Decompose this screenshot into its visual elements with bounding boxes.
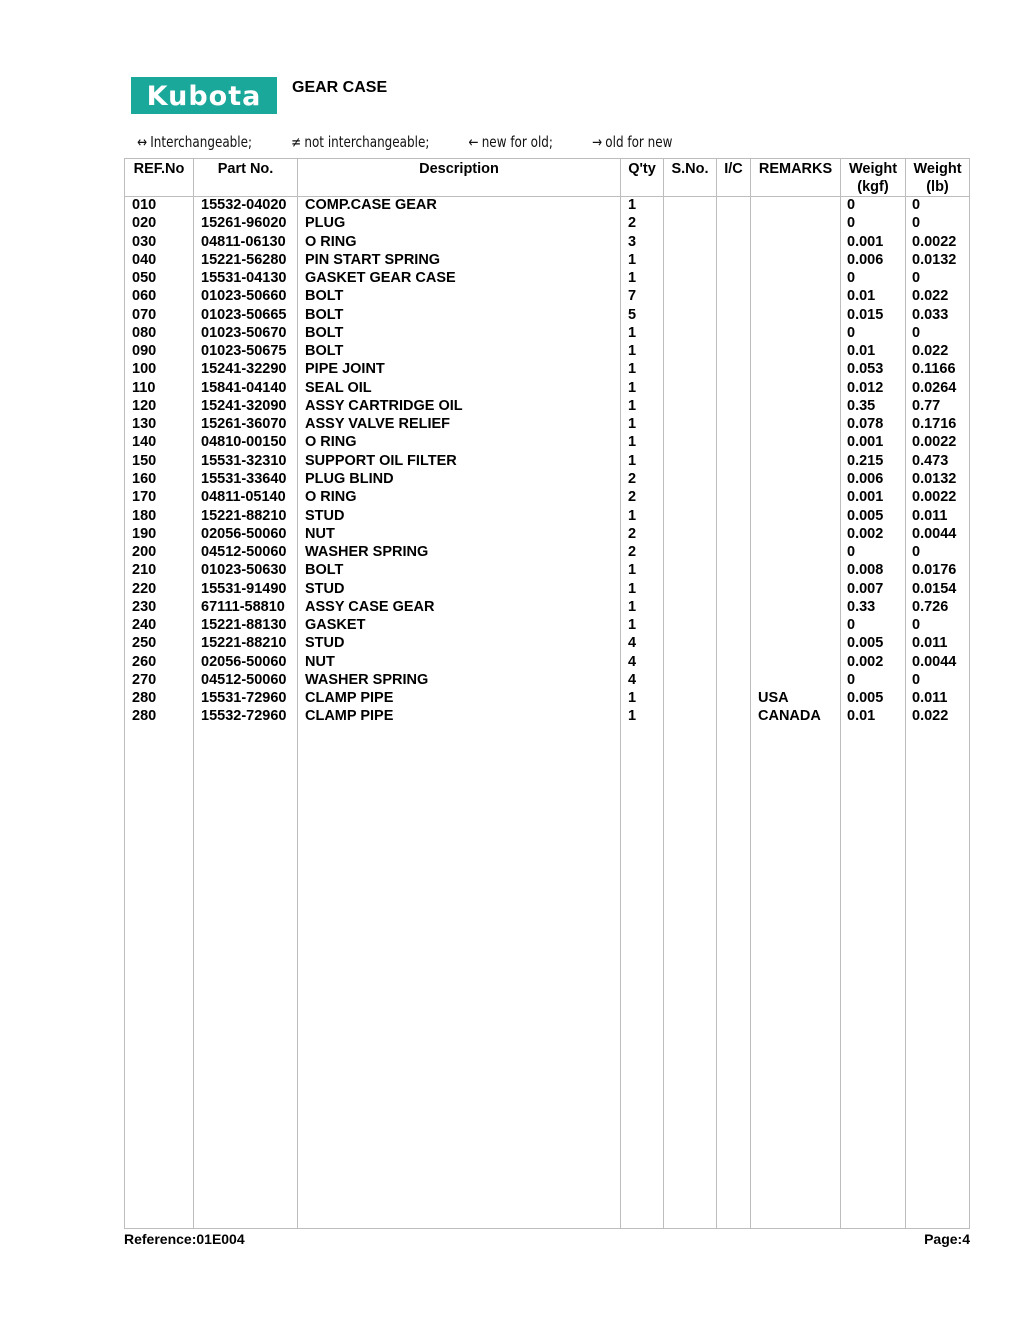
cell-qty: 1 (628, 617, 637, 634)
cell-wkg: 0 (847, 324, 856, 341)
cell-wkg: 0.015 (847, 306, 884, 323)
interchangeability-legend (137, 133, 708, 151)
cell-part: 04811-06130 (201, 233, 286, 250)
cell-ref: 130 (132, 416, 157, 433)
table-row (125, 433, 969, 451)
table-row (125, 360, 969, 378)
cell-wlb: 0.473 (912, 452, 949, 469)
cell-wkg: 0.007 (847, 580, 884, 597)
cell-qty: 2 (628, 489, 637, 506)
cell-wlb: 0 (912, 671, 921, 688)
cell-desc: NUT (305, 525, 335, 542)
cell-qty: 3 (628, 233, 637, 250)
cell-wkg: 0 (847, 617, 856, 634)
cell-desc: ASSY CARTRIDGE OIL (305, 397, 463, 414)
header-weight-lb (906, 160, 969, 196)
cell-desc: BOLT (305, 562, 344, 579)
table-row (125, 196, 969, 214)
cell-desc: BOLT (305, 343, 344, 360)
cell-desc: SUPPORT OIL FILTER (305, 452, 457, 469)
cell-desc: BOLT (305, 324, 344, 341)
cell-wlb: 0.0176 (912, 562, 957, 579)
cell-desc: SEAL OIL (305, 379, 372, 396)
cell-part: 15221-56280 (201, 251, 287, 268)
cell-desc: GASKET GEAR CASE (305, 270, 456, 287)
header-weight-lb-line2: (lb) (926, 179, 949, 195)
cell-wkg: 0.01 (847, 708, 876, 725)
cell-desc: STUD (305, 507, 345, 524)
header-description: Description (419, 161, 499, 177)
header-weight-lb-line1: Weight (913, 161, 962, 177)
cell-wkg: 0.006 (847, 470, 884, 487)
table-row (125, 214, 969, 232)
cell-ref: 280 (132, 690, 157, 707)
cell-wkg: 0.01 (847, 288, 876, 305)
table-row (125, 415, 969, 433)
cell-remarks: CANADA (758, 708, 821, 725)
cell-desc: CLAMP PIPE (305, 690, 394, 707)
cell-wlb: 0 (912, 270, 921, 287)
page-title: GEAR CASE (292, 79, 388, 96)
table-row (125, 543, 969, 561)
cell-part: 04810-00150 (201, 434, 287, 451)
header-qty: Q'ty (628, 161, 656, 177)
cell-ref: 280 (132, 708, 157, 725)
cell-part: 04512-50060 (201, 671, 287, 688)
cell-wlb: 0.0154 (912, 580, 957, 597)
logo-text: Kubota (146, 80, 262, 111)
cell-wlb: 0.0022 (912, 233, 957, 250)
cell-part: 15221-88210 (201, 507, 287, 524)
table-row (125, 470, 969, 488)
cell-qty: 1 (628, 580, 637, 597)
cell-ref: 150 (132, 452, 157, 469)
cell-part: 15261-96020 (201, 215, 287, 232)
table-row (125, 324, 969, 342)
reference-label: Reference:01E004 (124, 1231, 245, 1247)
legend-old-for-new: → old for new (592, 133, 673, 151)
cell-qty: 1 (628, 690, 637, 707)
cell-wlb: 0.1166 (912, 361, 956, 378)
cell-remarks: USA (758, 690, 789, 707)
table-row (125, 488, 969, 506)
table-row (125, 287, 969, 305)
cell-wlb: 0.726 (912, 598, 949, 615)
cell-qty: 1 (628, 361, 637, 378)
cell-ref: 260 (132, 653, 157, 670)
cell-desc: ASSY VALVE RELIEF (305, 416, 451, 433)
cell-qty: 4 (628, 653, 637, 670)
cell-ref: 250 (132, 635, 157, 652)
cell-part: 04512-50060 (201, 544, 287, 561)
cell-desc: PIPE JOINT (305, 361, 385, 378)
table-row (125, 251, 969, 269)
cell-wkg: 0.078 (847, 416, 884, 433)
legend-interchangeable: ↔ Interchangeable; (137, 133, 253, 151)
cell-wlb: 0.033 (912, 306, 949, 323)
cell-ref: 090 (132, 343, 157, 360)
cell-part: 01023-50660 (201, 288, 287, 305)
table-row (125, 452, 969, 470)
cell-ref: 050 (132, 270, 157, 287)
cell-wkg: 0 (847, 270, 856, 287)
cell-ref: 120 (132, 397, 157, 414)
table-body (125, 196, 969, 726)
table-row (125, 634, 969, 652)
table-row (125, 379, 969, 397)
cell-desc: STUD (305, 580, 345, 597)
cell-qty: 2 (628, 215, 637, 232)
cell-wlb: 0 (912, 324, 921, 341)
cell-part: 01023-50670 (201, 324, 287, 341)
cell-ref: 100 (132, 361, 157, 378)
cell-qty: 1 (628, 562, 637, 579)
cell-qty: 1 (628, 324, 637, 341)
cell-ref: 190 (132, 525, 157, 542)
table-row (125, 397, 969, 415)
legend-new-for-old: ← new for old; (468, 133, 553, 151)
cell-ref: 110 (132, 379, 156, 396)
cell-part: 02056-50060 (201, 525, 287, 542)
cell-desc: WASHER SPRING (305, 544, 429, 561)
cell-ref: 230 (132, 598, 157, 615)
cell-desc: CLAMP PIPE (305, 708, 394, 725)
header-weight-kgf-line1: Weight (848, 161, 898, 177)
cell-wlb: 0.1716 (912, 416, 957, 433)
cell-ref: 200 (132, 544, 157, 561)
cell-wkg: 0.005 (847, 690, 884, 707)
cell-ref: 060 (132, 288, 157, 305)
cell-wlb: 0.011 (912, 690, 948, 707)
cell-wkg: 0.01 (847, 343, 876, 360)
cell-qty: 1 (628, 270, 637, 287)
header-ref: REF.No (133, 161, 185, 177)
cell-desc: PLUG BLIND (305, 470, 394, 487)
cell-desc: PIN START SPRING (305, 251, 441, 268)
cell-wkg: 0.053 (847, 361, 884, 378)
cell-ref: 220 (132, 580, 157, 597)
cell-desc: O RING (305, 434, 357, 451)
table-row (125, 233, 969, 251)
cell-qty: 1 (628, 197, 637, 213)
cell-wkg: 0.006 (847, 251, 884, 268)
table-row (125, 653, 969, 671)
table-row (125, 269, 969, 287)
cell-wlb: 0 (912, 197, 921, 213)
cell-desc: COMP.CASE GEAR (305, 197, 437, 213)
cell-wlb: 0.0264 (912, 379, 957, 396)
cell-qty: 7 (628, 288, 637, 305)
cell-desc: PLUG (305, 215, 346, 232)
cell-wkg: 0.001 (847, 233, 884, 250)
table-row (125, 616, 969, 634)
cell-wlb: 0.0132 (912, 251, 957, 268)
cell-ref: 040 (132, 251, 157, 268)
header-weight-kgf-line2: (kgf) (857, 179, 889, 195)
cell-part: 15531-72960 (201, 690, 287, 707)
cell-ref: 010 (132, 197, 157, 213)
cell-part: 15221-88210 (201, 635, 287, 652)
cell-wkg: 0.005 (847, 635, 884, 652)
cell-ref: 180 (132, 507, 157, 524)
cell-ref: 030 (132, 233, 157, 250)
cell-wkg: 0.33 (847, 598, 876, 615)
cell-wlb: 0 (912, 544, 921, 561)
cell-part: 15531-04130 (201, 270, 287, 287)
cell-ref: 070 (132, 306, 157, 323)
cell-ref: 140 (132, 434, 157, 451)
cell-wkg: 0.012 (847, 379, 884, 396)
header-sno: S.No. (671, 161, 709, 177)
header-remarks: REMARKS (758, 161, 833, 177)
cell-part: 02056-50060 (201, 653, 287, 670)
cell-part: 15241-32090 (201, 397, 287, 414)
table-row (125, 507, 969, 525)
cell-wkg: 0.001 (847, 489, 884, 506)
cell-wlb: 0.022 (912, 708, 949, 725)
cell-qty: 2 (628, 525, 637, 542)
cell-desc: BOLT (305, 306, 344, 323)
table-row (125, 598, 969, 616)
cell-qty: 2 (628, 470, 637, 487)
cell-wkg: 0 (847, 544, 856, 561)
cell-ref: 160 (132, 470, 157, 487)
cell-qty: 1 (628, 598, 637, 615)
cell-wlb: 0.0044 (912, 525, 957, 542)
header-ic: I/C (724, 161, 743, 177)
cell-wkg: 0.215 (847, 452, 884, 469)
cell-part: 15261-36070 (201, 416, 287, 433)
cell-part: 01023-50665 (201, 306, 287, 323)
cell-part: 01023-50675 (201, 343, 287, 360)
cell-part: 01023-50630 (201, 562, 287, 579)
cell-ref: 270 (132, 671, 157, 688)
cell-wlb: 0.0044 (912, 653, 957, 670)
table-row (125, 342, 969, 360)
page-number: Page:4 (924, 1231, 970, 1247)
cell-part: 15241-32290 (201, 361, 287, 378)
cell-desc: GASKET (305, 617, 366, 634)
cell-qty: 2 (628, 544, 637, 561)
cell-part: 15531-32310 (201, 452, 287, 469)
cell-qty: 1 (628, 416, 637, 433)
cell-qty: 1 (628, 397, 637, 414)
cell-wlb: 0 (912, 215, 921, 232)
cell-wlb: 0.0022 (912, 489, 957, 506)
cell-qty: 1 (628, 379, 637, 396)
cell-wkg: 0 (847, 671, 856, 688)
cell-qty: 1 (628, 507, 637, 524)
cell-desc: ASSY CASE GEAR (305, 598, 435, 615)
cell-qty: 1 (628, 434, 637, 451)
cell-qty: 5 (628, 306, 637, 323)
cell-wkg: 0.35 (847, 397, 876, 414)
cell-qty: 1 (628, 708, 637, 725)
cell-desc: O RING (305, 489, 357, 506)
cell-ref: 080 (132, 324, 157, 341)
table-row (125, 525, 969, 543)
header-part-no: Part No. (217, 161, 274, 177)
cell-wkg: 0.002 (847, 653, 884, 670)
cell-qty: 1 (628, 251, 637, 268)
parts-table (124, 158, 970, 1229)
cell-wlb: 0.77 (912, 397, 941, 414)
cell-part: 15531-33640 (201, 470, 287, 487)
cell-qty: 4 (628, 635, 637, 652)
cell-wlb: 0.0132 (912, 470, 957, 487)
cell-ref: 170 (132, 489, 157, 506)
table-row (125, 707, 969, 725)
cell-part: 67111-58810 (201, 598, 285, 615)
cell-wlb: 0.0022 (912, 434, 957, 451)
cell-wlb: 0.011 (912, 635, 948, 652)
cell-desc: BOLT (305, 288, 344, 305)
cell-wkg: 0.008 (847, 562, 884, 579)
cell-qty: 4 (628, 671, 637, 688)
kubota-logo-icon (134, 81, 274, 111)
cell-part: 15221-88130 (201, 617, 287, 634)
cell-wkg: 0.002 (847, 525, 884, 542)
cell-wkg: 0 (847, 215, 856, 232)
cell-desc: STUD (305, 635, 345, 652)
table-row (125, 306, 969, 324)
table-row (125, 580, 969, 598)
cell-ref: 240 (132, 617, 157, 634)
cell-part: 04811-05140 (201, 489, 286, 506)
cell-wkg: 0.005 (847, 507, 884, 524)
cell-ref: 210 (132, 562, 157, 579)
legend-not-interchangeable: ≠ not interchangeable; (291, 133, 430, 151)
cell-desc: WASHER SPRING (305, 671, 429, 688)
cell-wkg: 0 (847, 197, 856, 213)
cell-part: 15532-04020 (201, 197, 287, 213)
kubota-logo (131, 77, 277, 114)
cell-part: 15532-72960 (201, 708, 287, 725)
cell-part: 15841-04140 (201, 379, 287, 396)
cell-qty: 1 (628, 343, 637, 360)
cell-wlb: 0.022 (912, 343, 949, 360)
cell-wlb: 0.011 (912, 507, 948, 524)
cell-desc: NUT (305, 653, 335, 670)
cell-wkg: 0.001 (847, 434, 884, 451)
cell-desc: O RING (305, 233, 357, 250)
cell-wlb: 0 (912, 617, 921, 634)
header-weight-kgf (841, 160, 905, 196)
cell-part: 15531-91490 (201, 580, 287, 597)
cell-qty: 1 (628, 452, 637, 469)
table-row (125, 561, 969, 579)
table-row (125, 671, 969, 689)
table-row (125, 689, 969, 707)
cell-wlb: 0.022 (912, 288, 949, 305)
cell-ref: 020 (132, 215, 157, 232)
